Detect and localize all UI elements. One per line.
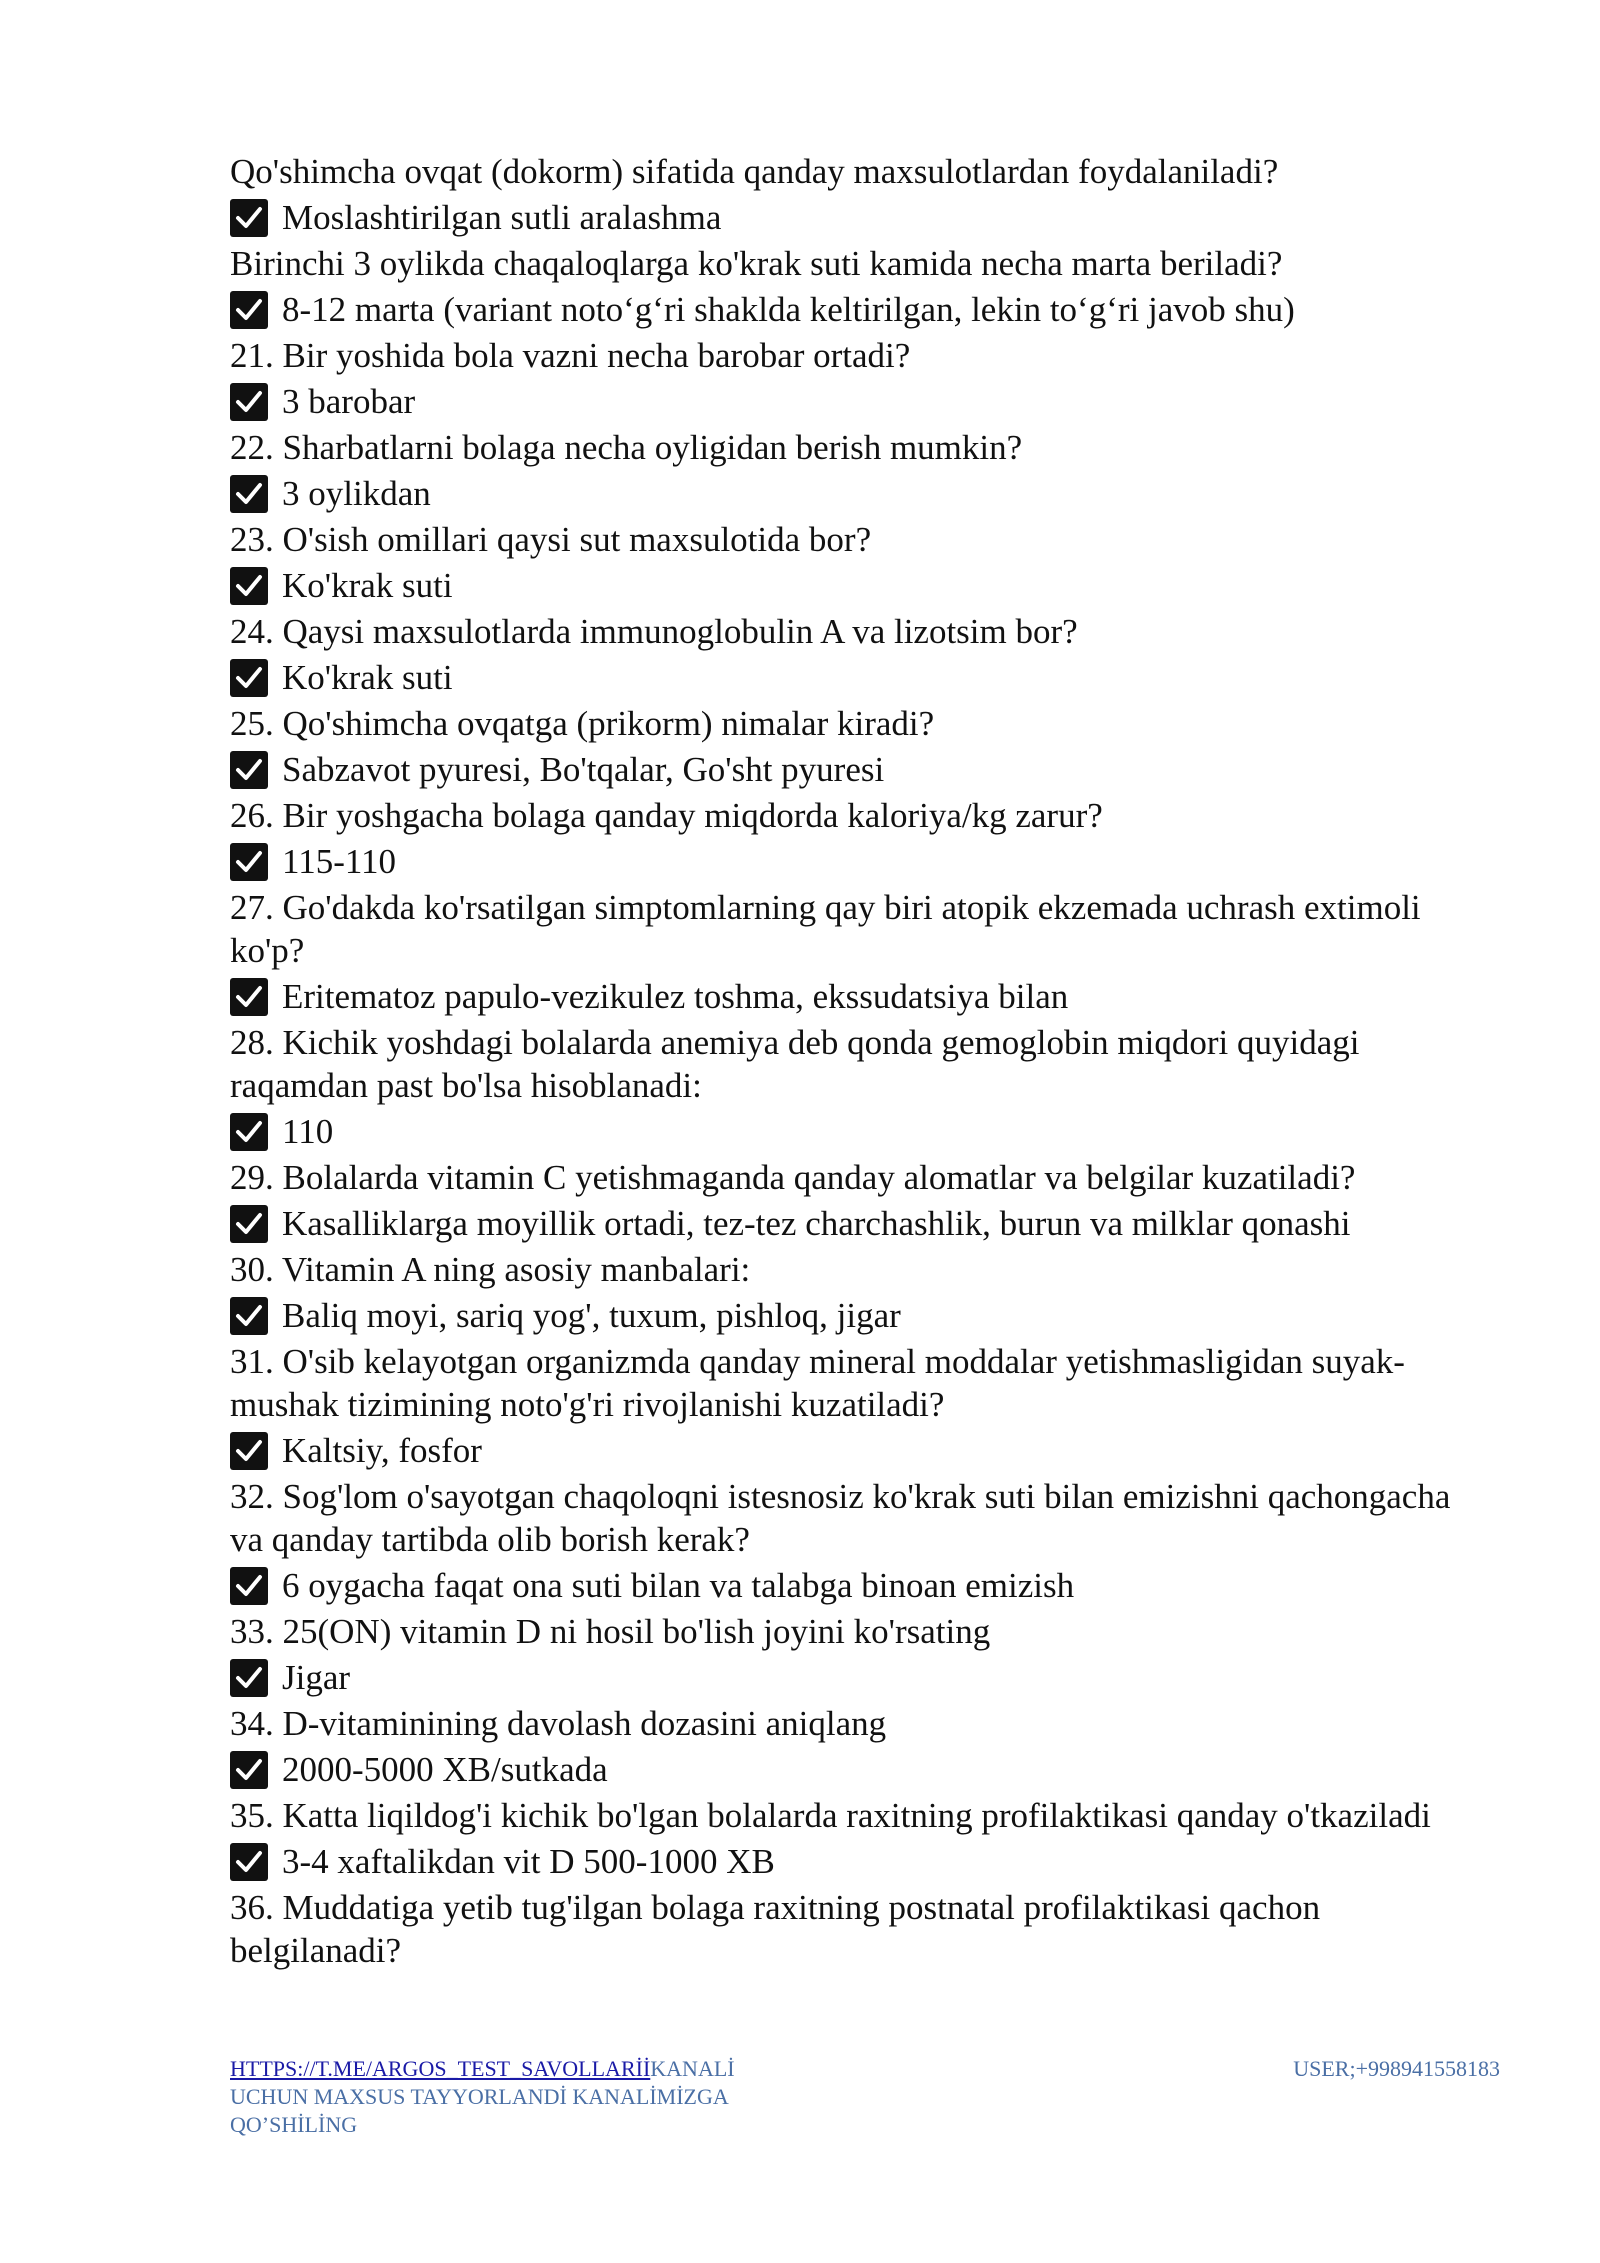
check-mark-icon <box>230 383 268 421</box>
check-mark-icon <box>230 475 268 513</box>
check-mark-icon <box>230 978 268 1016</box>
question-text: Qo'shimcha ovqat (dokorm) sifatida qanday maxsulotlardan foydalaniladi? <box>230 152 1279 191</box>
answer-text: Baliq moyi, sariq yog', tuxum, pishloq, jigar <box>282 1296 901 1335</box>
question-text: 27. Go'dakda ko'rsatilgan simptomlarning qay biri atopik ekzemada uchrash extimoli ko'p? <box>230 888 1421 970</box>
answer-row <box>230 1202 1490 1245</box>
answer-text: Sabzavot pyuresi, Bo'tqalar, Go'sht pyuresi <box>282 750 885 789</box>
answer-text: Moslashtirilgan sutli aralashma <box>282 198 722 237</box>
answer-text: 3-4 xaftalikdan vit D 500-1000 XB <box>282 1842 775 1881</box>
question-text: 24. Qaysi maxsulotlarda immunoglobulin A va lizotsim bor? <box>230 612 1078 651</box>
footer-text-3: QO’SHİLİNG <box>230 2112 358 2137</box>
check-mark-icon <box>230 1113 268 1151</box>
answer-row <box>230 975 1490 1018</box>
question-text: 36. Muddatiga yetib tug'ilgan bolaga raxitning postnatal profilaktikasi qachon belgilanadi? <box>230 1888 1321 1970</box>
answer-text: 2000-5000 XB/sutkada <box>282 1750 608 1789</box>
check-mark-icon <box>230 567 268 605</box>
answer-row <box>230 1429 1490 1472</box>
answer-row <box>230 1656 1490 1699</box>
check-mark-icon <box>230 1843 268 1881</box>
check-mark-icon <box>230 1659 268 1697</box>
question-text: 21. Bir yoshida bola vazni necha barobar ortadi? <box>230 336 911 375</box>
answer-row <box>230 564 1490 607</box>
answer-row <box>230 748 1490 791</box>
footer-user: USER;+998941558183 <box>1293 2056 1500 2081</box>
answer-row <box>230 472 1490 515</box>
answer-text: Jigar <box>282 1658 351 1697</box>
question-text: 32. Sog'lom o'sayotgan chaqoloqni istesnosiz ko'krak suti bilan emizishni qachongacha va qanday tartibda olib borish kerak? <box>230 1477 1451 1559</box>
check-mark-icon <box>230 291 268 329</box>
answer-text: 3 barobar <box>282 382 416 421</box>
question-text: 26. Bir yoshgacha bolaga qanday miqdorda kaloriya/kg zarur? <box>230 796 1103 835</box>
question-text: 25. Qo'shimcha ovqatga (prikorm) nimalar kiradi? <box>230 704 935 743</box>
answer-text: Kaltsiy, fosfor <box>282 1431 482 1470</box>
check-mark-icon <box>230 199 268 237</box>
check-mark-icon <box>230 1205 268 1243</box>
answer-row <box>230 656 1490 699</box>
check-mark-icon <box>230 659 268 697</box>
check-mark-icon <box>230 1567 268 1605</box>
check-mark-icon <box>230 1432 268 1470</box>
check-mark-icon <box>230 1751 268 1789</box>
question-text: 34. D-vitaminining davolash dozasini aniqlang <box>230 1704 887 1743</box>
page-footer <box>230 2055 1500 2145</box>
answer-text: 3 oylikdan <box>282 474 431 513</box>
answer-text: Ko'krak suti <box>282 566 453 605</box>
answer-row <box>230 1110 1490 1153</box>
answer-text: 110 <box>282 1112 334 1151</box>
answer-text: Ko'krak suti <box>282 658 453 697</box>
answer-text: 6 oygacha faqat ona suti bilan va talabga binoan emizish <box>282 1566 1075 1605</box>
question-text: 31. O'sib kelayotgan organizmda qanday mineral moddalar yetishmasligidan suyak-mushak tizimining noto'g'ri rivojlanishi kuzatiladi? <box>230 1342 1405 1424</box>
check-mark-icon <box>230 751 268 789</box>
question-text: 23. O'sish omillari qaysi sut maxsulotida bor? <box>230 520 872 559</box>
answer-text: Eritematoz papulo-vezikulez toshma, ekssudatsiya bilan <box>282 977 1069 1016</box>
answer-row <box>230 1294 1490 1337</box>
answer-row <box>230 1564 1490 1607</box>
question-text: Birinchi 3 oylikda chaqaloqlarga ko'krak suti kamida necha marta beriladi? <box>230 244 1283 283</box>
answer-row <box>230 380 1490 423</box>
question-text: 33. 25(ON) vitamin D ni hosil bo'lish joyini ko'rsating <box>230 1612 991 1651</box>
footer-text-1: KANALİ <box>650 2056 735 2081</box>
check-mark-icon <box>230 843 268 881</box>
answer-row <box>230 840 1490 883</box>
question-text: 28. Kichik yoshdagi bolalarda anemiya deb qonda gemoglobin miqdori quyidagi raqamdan past bo'lsa hisoblanadi: <box>230 1023 1360 1105</box>
answer-row <box>230 1840 1490 1883</box>
answer-text: Kasalliklarga moyillik ortadi, tez-tez charchashlik, burun va milklar qonashi <box>282 1204 1351 1243</box>
answer-row <box>230 196 1490 239</box>
answer-row <box>230 288 1490 331</box>
question-text: 35. Katta liqildog'i kichik bo'lgan bolalarda raxitning profilaktikasi qanday o'tkaziladi <box>230 1796 1431 1835</box>
question-list <box>230 150 1490 1972</box>
answer-text: 115-110 <box>282 842 397 881</box>
footer-channel-note <box>230 2055 830 2139</box>
telegram-channel-link[interactable]: HTTPS://T.ME/ARGOS_TEST_SAVOLLARİİ <box>230 2056 651 2081</box>
answer-row <box>230 1748 1490 1791</box>
question-text: 22. Sharbatlarni bolaga necha oyligidan berish mumkin? <box>230 428 1023 467</box>
footer-text-2: UCHUN MAXSUS TAYYORLANDİ KANALİMİZGA <box>230 2084 729 2109</box>
check-mark-icon <box>230 1297 268 1335</box>
question-text: 29. Bolalarda vitamin C yetishmaganda qanday alomatlar va belgilar kuzatiladi? <box>230 1158 1356 1197</box>
question-text: 30. Vitamin A ning asosiy manbalari: <box>230 1250 751 1289</box>
answer-text: 8-12 marta (variant noto‘g‘ri shaklda keltirilgan, lekin to‘g‘ri javob shu) <box>282 290 1295 329</box>
